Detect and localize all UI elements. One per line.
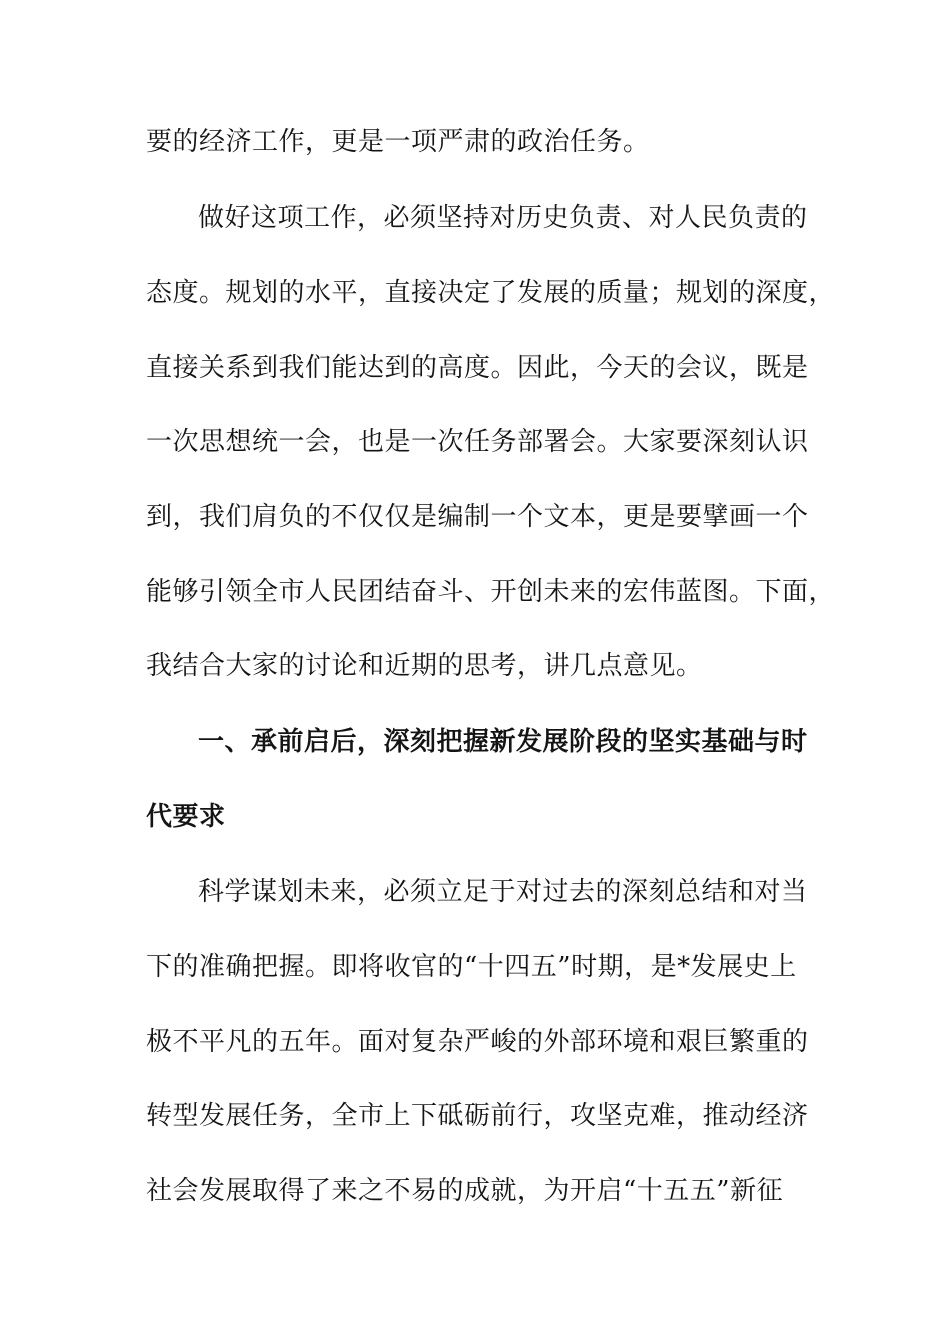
paragraph-line: 一次思想统一会，也是一次任务部署会。大家要深刻认识: [146, 427, 809, 457]
section-heading-line: 代要求: [146, 802, 226, 832]
paragraph-line: 下的准确把握。即将收官的“十四五”时期，是*发展史上: [146, 952, 797, 982]
paragraph-line: 态度。规划的水平，直接决定了发展的质量；规划的深度，: [146, 278, 836, 308]
paragraph-line: 极不平凡的五年。面对复杂严峻的外部环境和艰巨繁重的: [146, 1027, 809, 1057]
paragraph-line: 到，我们肩负的不仅仅是编制一个文本，更是要擘画一个: [146, 502, 809, 532]
paragraph-line: 社会发展取得了来之不易的成就，为开启“十五五”新征: [146, 1176, 784, 1206]
paragraph-line: 做好这项工作，必须坚持对历史负责、对人民负责的: [198, 203, 808, 233]
paragraph-line: 我结合大家的讨论和近期的思考，讲几点意见。: [146, 651, 703, 681]
paragraph-line: 能够引领全市人民团结奋斗、开创未来的宏伟蓝图。下面，: [146, 577, 836, 607]
paragraph-line: 转型发展任务，全市上下砥砺前行，攻坚克难，推动经济: [146, 1101, 809, 1131]
paragraph-line: 直接关系到我们能达到的高度。因此，今天的会议，既是: [146, 353, 809, 383]
paragraph-line: 科学谋划未来，必须立足于对过去的深刻总结和对当: [198, 877, 808, 907]
section-heading-line: 一、承前启后，深刻把握新发展阶段的坚实基础与时: [198, 727, 808, 757]
paragraph-line: 要的经济工作，更是一项严肃的政治任务。: [146, 127, 650, 157]
